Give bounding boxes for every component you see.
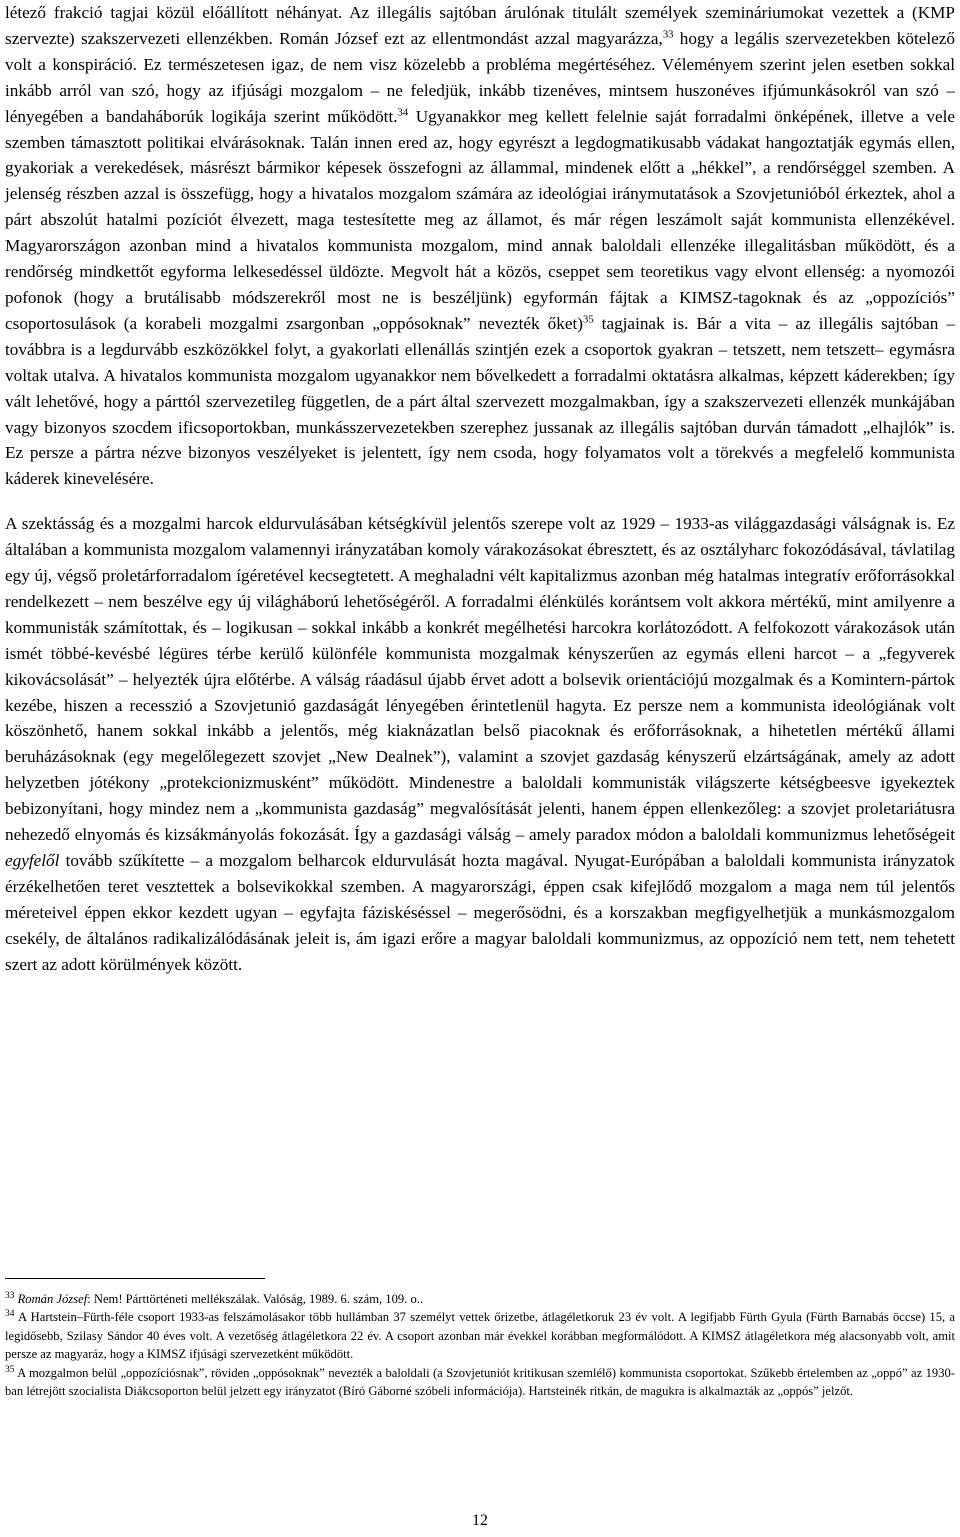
paragraph-1 (5, 0, 955, 492)
footnotes (5, 1290, 955, 1400)
footnote-number: 35 (5, 1364, 15, 1375)
footnote-35 (5, 1364, 955, 1401)
paragraph-2-emphasis: egyfelől (5, 851, 60, 870)
paragraph-2-part-1: A szektásság és a mozgalmi harcok eldurvulásában kétségkívül jelentős szerepe volt az 1929 – 1933-as világgazdasági válságnak is. Ez általában a kommunista mozgalom valamennyi irányzatában komoly várakozásokat ébresztett, és az osztályharc fokozódásával, távlatilag egy új, végső proletárforradalom ígéretével kecsegtetett. A meghaladni vélt kapitalizmus azonban még hatalmas integratív erőforrásokkal rendelkezett – nem beszélve egy új világháború lehetőségéről. A forradalmi élénkülés korántsem volt akkora mértékű, mint amilyenre a kommunisták számítottak, és – logikusan – sokkal inkább a konkrét megélhetési harcokra korlátozódott. A felfokozott várakozások után ismét többé-kevésbé légüres térbe kerülő különféle kommunista mozgalmak kényszerűen az egymás elleni harcot – a „fegyverek kikovácsolását” – helyezték újra előtérbe. A válság ráadásul újabb érvet adott a bolsevik orientációjú mozgalmak és a Komintern-pártok kezébe, hiszen a recesszió a Szovjetunió gazdaságát lényegében érintetlenül hagyta. Ez persze nem a kommunista ideológiának volt köszönhető, hanem sokkal inkább a jelentős, még kiaknázatlan belső piacoknak és erőforrásoknak, a hihetetlen mértékű állami beruházásoknak (egy megelőlegezett szovjet „New Dealnek”), valamint a szovjet gazdaság kényszerű elzártságának, amely az adott helyzetben jótékony „protekcionizmusként” működött. Mindenestre a baloldali kommunisták világszerte kétségbeesve igyekeztek bebizonyítani, hogy mindez nem a „kommunista gazdaság” megvalósítását jelenti, hanem éppen ellenkezőleg: a szovjet proletariátusra nehezedő elnyomás és kizsákmányolás fokozását. Így a gazdasági válság – amely paradox módon a baloldali kommunizmus lehetőségeit (5, 514, 955, 845)
paragraph-1-part-2: hogy a legális szervezetekben kötelező volt a konspiráció. Ez természetesen igaz, de nem visz közelebb a probléma megértéséhez. Véleményem szerint jelen esetben sokkal inkább arról van szó, hogy az ifjúsági mozgalom – ne feledjük, inkább tizenéves, mintsem huszonéves ifjúmunkásokról van szó – lényegében a bandaháborúk logikája szerint működött. (5, 28, 955, 126)
paragraph-1-part-3: Ugyanakkor meg kellett felelnie saját forradalmi önképének, illetve a vele szemben támasztott politikai elvárásoknak. Talán innen ered az, hogy egyrészt a legdogmatikusabb vádakat hangoztatják egymás ellen, gyakoriak a verekedések, másrészt bármikor képesek összefogni az állammal, mindenek előtt a „hékkel”, a rendőrséggel szemben. A jelenség részben azzal is összefügg, hogy a hivatalos mozgalom számára az ideológiai iránymutatások a Szovjetunióból érkeztek, ahol a párt abszolút hatalmi pozíciót élvezett, maga testesítette meg az államot, és már régen leszámolt saját kommunista ellenzékével. Magyarországon azonban mind a hivatalos kommunista mozgalom, mind annak baloldali ellenzéke illegalitásban működött, és a rendőrség mindkettőt egyforma lelkesedéssel üldözte. Megvolt hát a közös, cseppet sem teoretikus vagy elvont ellenség: a nyomozói pofonok (hogy a brutálisabb módszerekről most ne is beszéljünk) egyformán fájtak a KIMSZ-tagoknak és az „oppozíciós” csoportosulások (a korabeli mozgalmi zsargonban „oppósoknak” nevezték őket) (5, 106, 955, 333)
footnote-text: A Hartstein–Fürth-féle csoport 1933-as felszámolásakor több hullámban 37 személyt vettek őrizetbe, átlagéletkoruk 23 év volt. A legifjabb Fürth Gyula (Fürth Barnabás öccse) 15, a legidősebb, Szilasy Sándor 40 éves volt. A vezetőség átlagéletkora 22 év. A csoport azonban már évekkel korábban megformálódott. A KIMSZ átlagéletkora még alacsonyabb volt, amit persze az magyaráz, hogy a KIMSZ ifjúsági szervezetként működött. (5, 1310, 955, 1362)
paragraph-2-part-2: tovább szűkítette – a mozgalom belharcok eldurvulását hozta magával. Nyugat-Európában a baloldali kommunista irányzatok érzékelhetően teret vesztettek a bolsevikokkal szemben. A magyarországi, éppen csak kifejlődő mozgalom a maga nem túl jelentős méreteivel éppen ekkor kezdett ugyan – egyfajta fáziskéséssel – megerősödni, és a korszakban megfigyelhetjük a munkásmozgalom csekély, de általános radikalizálódásának jeleit is, ám igazi erőre a magyar baloldali kommunizmus, az oppozíció nem tett, nem tehetett szert az adott körülmények között. (5, 851, 955, 974)
footnote-separator (5, 1278, 265, 1279)
footnote-ref-35: 35 (582, 314, 594, 326)
paragraph-1-part-4: tagjainak is. Bár a vita – az illegális sajtóban – továbbra is a legdurvább eszközökkel folyt, a gyakorlati ellenállás szintjén ezek a csoportok gyakran – tetszett, nem tetszett– egymásra voltak utalva. A hivatalos kommunista mozgalom ugyanakkor nem bővelkedett a forradalmi oktatásra alkalmas, képzett káderekben; így vált lehetővé, hogy a párttól szervezetileg független, de a párt által szervezett mozgalmakban, így a szakszervezeti ellenzék munkájában vagy bizonyos szocdem ificsoportokban, munkásszervezetekben szerephez jussanak az illegális sajtóban durván támadott „elhajlók” is. Ez persze a pártra nézve bizonyos veszélyeket is jelentett, így nem csoda, hogy folyamatos volt a törekvés a megfelelő kommunista káderek kinevelésére. (5, 313, 955, 489)
footnote-text: : Nem! Párttörténeti mellékszálak. Valóság, 1989. 6. szám, 109. o.. (87, 1292, 424, 1306)
footnote-text: A mozgalmon belül „oppozíciósnak”, röviden „oppósoknak” nevezték a baloldali (a Szovjetuniót kritikusan szemlélő) kommunista csoportokat. Szűkebb értelemben az „oppó” az 1930-ban létrejött szocialista Diákcsoporton belül jelzett egy irányzatot (Bíró Gáborné szóbeli információja). Hartsteinék ritkán, de magukra is alkalmazták az „oppós” jelzőt. (5, 1365, 955, 1399)
page-number: 12 (472, 1512, 488, 1529)
footnote-34 (5, 1308, 955, 1363)
footnote-author: Román József (17, 1292, 88, 1306)
footnote-number: 34 (5, 1309, 15, 1320)
footnote-number: 33 (5, 1290, 15, 1301)
paragraph-1-part-1: létező frakció tagjai közül előállított néhányat. Az illegális sajtóban árulónak titulált személyek szemináriumokat vezettek a (KMP szervezte) szakszervezeti ellenzékben. Román József ezt az ellentmondást azzal magyarázza, (5, 3, 955, 48)
paragraph-2 (5, 511, 955, 977)
footnote-33 (5, 1290, 955, 1308)
footnote-ref-34: 34 (397, 107, 409, 119)
footnote-ref-33: 33 (662, 29, 674, 41)
body-text (5, 0, 955, 978)
